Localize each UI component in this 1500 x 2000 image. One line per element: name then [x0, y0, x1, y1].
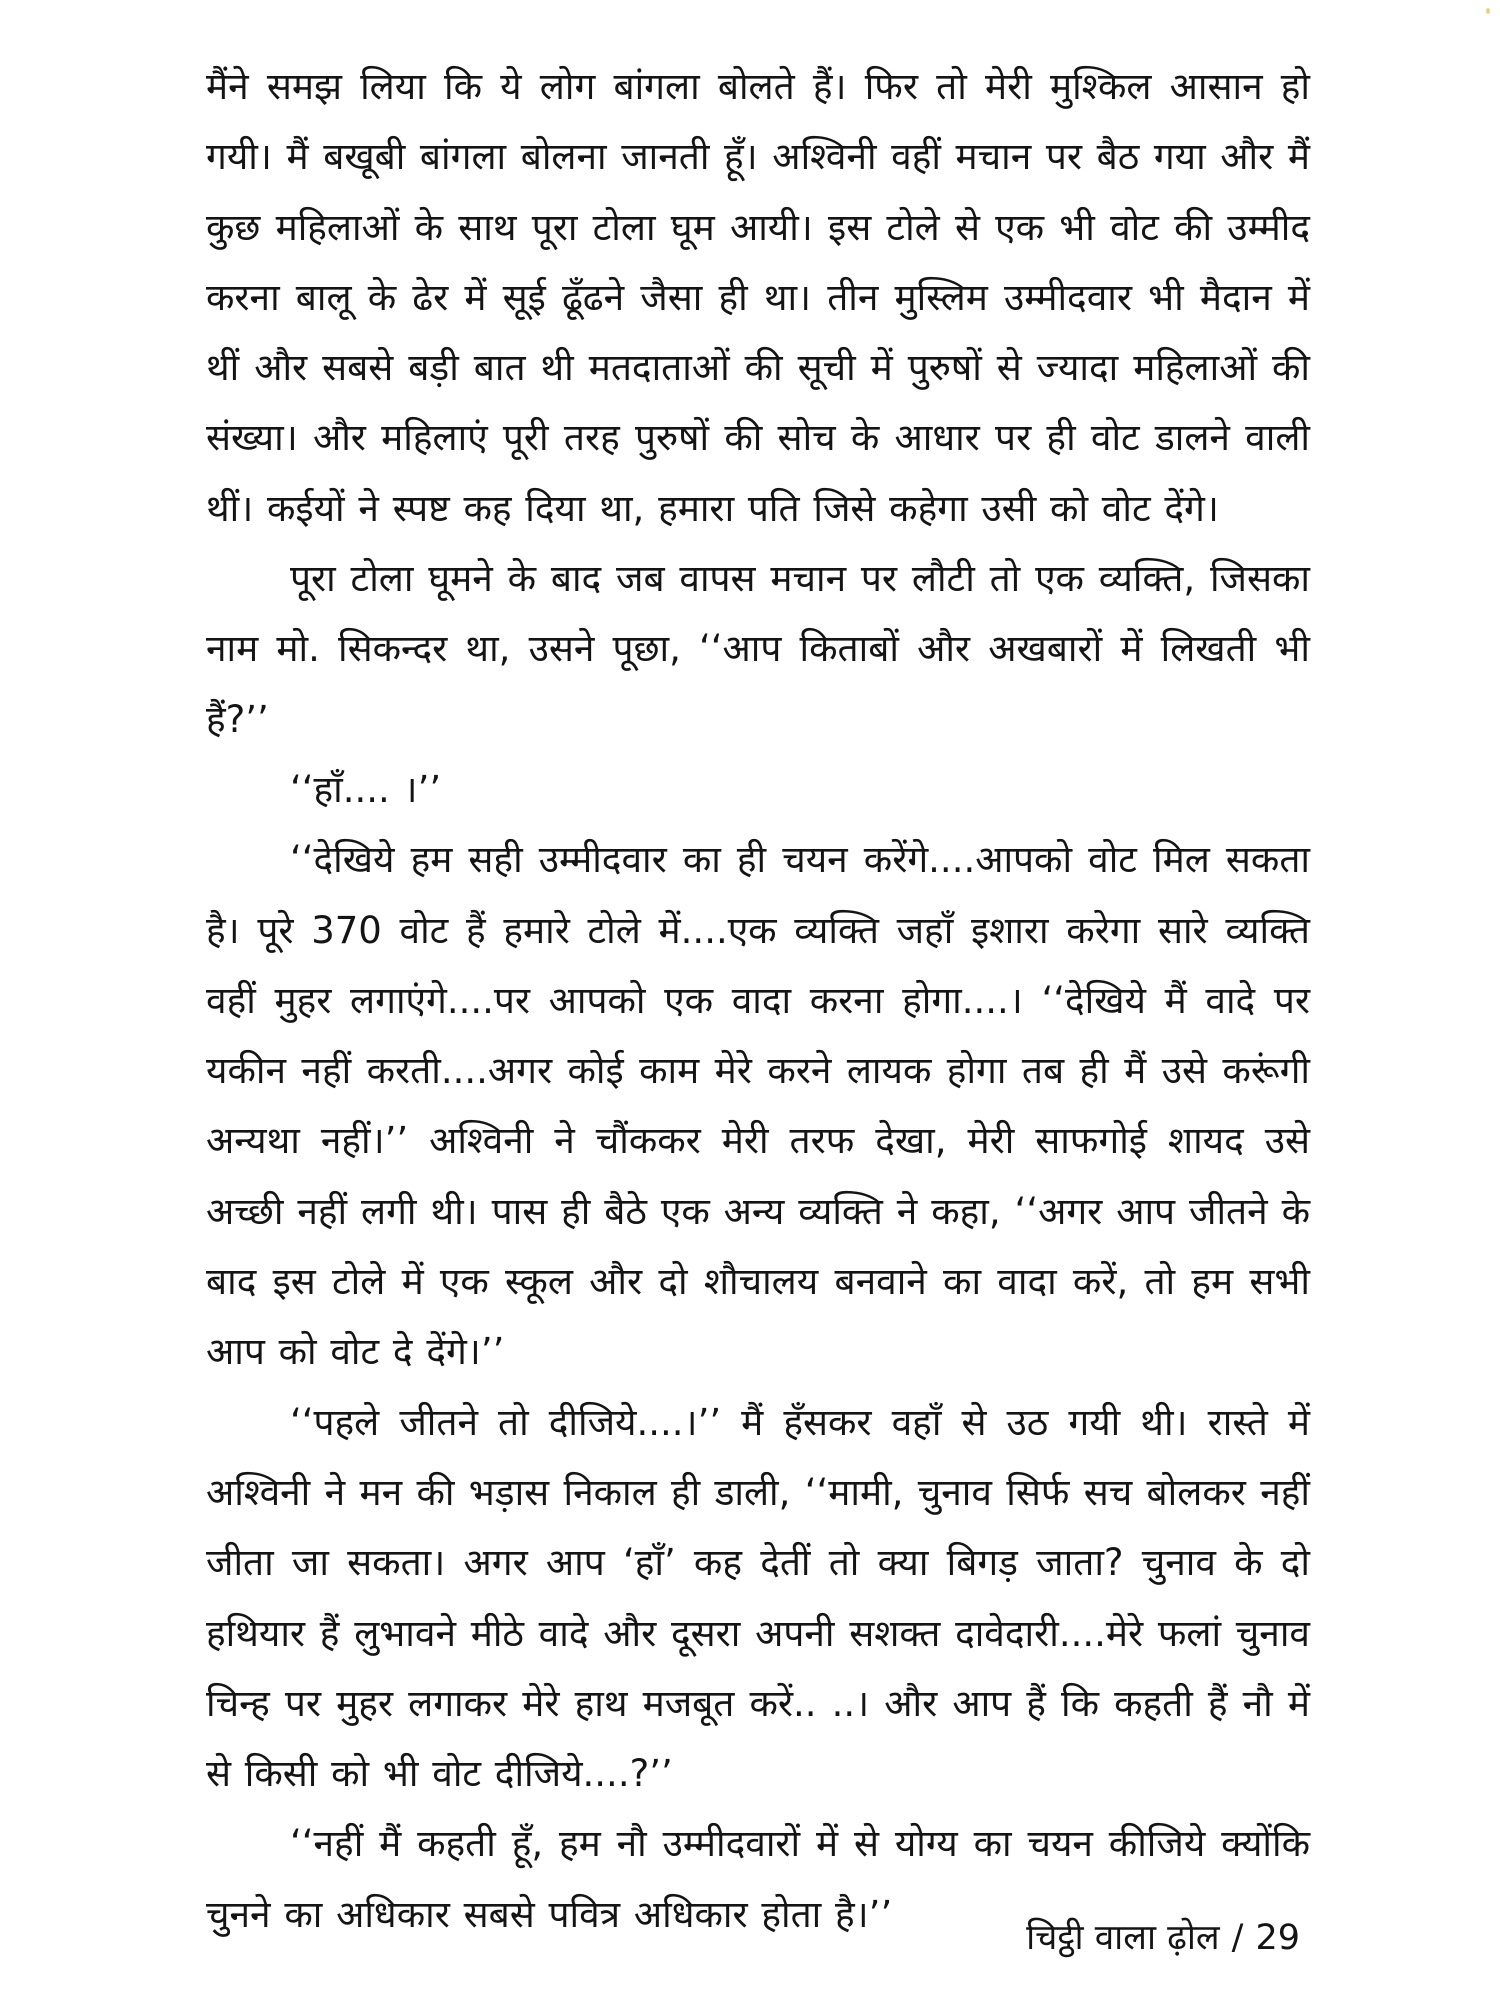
page-footer	[1026, 1913, 1300, 1963]
paragraph-6: ‘‘नहीं मैं कहती हूँ, हम नौ उम्मीदवारों में से योग्य का चयन कीजिये क्योंकि चुनने का अधिकार सबसे पवित्र अधिकार होता है।’’	[206, 1822, 1310, 1936]
paragraph-2: पूरा टोला घूमने के बाद जब वापस मचान पर लौटी तो एक व्यक्ति, जिसका नाम मो. सिकन्दर था, उसने पूछा, ‘‘आप किताबों और अखबारों में लिखती भी हैं?’’	[206, 557, 1310, 741]
paragraph-5: ‘‘पहले जीतने तो दीजिये....।’’ मैं हँसकर वहाँ से उठ गयी थी। रास्ते में अश्विनी ने मन की भड़ास निकाल ही डाली, ‘‘मामी, चुनाव सिर्फ सच बोलकर नहीं जीता जा सकता। अगर आप ‘हाँ’ कह देतीं तो क्या बिगड़ जाता? चुनाव के दो हथियार हैं लुभावने मीठे वादे और दूसरा अपनी सशक्त दावेदारी....मेरे फलां चुनाव चिन्ह पर मुहर लगाकर मेरे हाथ मजबूत करें.. ..। और आप हैं कि कहती हैं नौ में से किसी को भी वोट दीजिये....?’’	[206, 1400, 1310, 1796]
paragraph-3: ‘‘हाँ.... ।’’	[290, 767, 442, 811]
scan-speck	[1486, 8, 1490, 14]
paragraph-1: मैंने समझ लिया कि ये लोग बांगला बोलते हैं। फिर तो मेरी मुश्किल आसान हो गयी। मैं बखूबी बांगला बोलना जानती हूँ। अश्विनी वहीं मचान पर बैठ गया और मैं कुछ महिलाओं के साथ पूरा टोला घूम आयी। इस टोले से एक भी वोट की उम्मीद करना बालू के ढेर में सूई ढूँढने जैसा ही था। तीन मुस्लिम उम्मीदवार भी मैदान में थीं और सबसे बड़ी बात थी मतदाताओं की सूची में पुरुषों से ज्यादा महिलाओं की संख्या। और महिलाएं पूरी तरह पुरुषों की सोच के आधार पर ही वोट डालने वाली थीं। कईयों ने स्पष्ट कह दिया था, हमारा पति जिसे कहेगा उसी को वोट देंगे।	[206, 65, 1310, 530]
paragraph-4: ‘‘देखिये हम सही उम्मीदवार का ही चयन करेंगे....आपको वोट मिल सकता है। पूरे 370 वोट हैं हमारे टोले में....एक व्यक्ति जहाँ इशारा करेगा सारे व्यक्ति वहीं मुहर लगाएंगे....पर आपको एक वादा करना होगा....। ‘‘देखिये मैं वादे पर यकीन नहीं करती....अगर कोई काम मेरे करने लायक होगा तब ही मैं उसे करूंगी अन्यथा नहीं।’’ अश्विनी ने चौंककर मेरी तरफ देखा, मेरी साफगोई शायद उसे अच्छी नहीं लगी थी। पास ही बैठे एक अन्य व्यक्ति ने कहा, ‘‘अगर आप जीतने के बाद इस टोले में एक स्कूल और दो शौचालय बनवाने का वादा करें, तो हम सभी आप को वोट दे देंगे।’’	[206, 838, 1310, 1374]
body-text	[206, 52, 1310, 1950]
page-number: 29	[1255, 1918, 1300, 1958]
running-title: चिट्ठी वाला ढ़ोल	[1026, 1918, 1220, 1958]
footer-separator: /	[1231, 1918, 1244, 1958]
